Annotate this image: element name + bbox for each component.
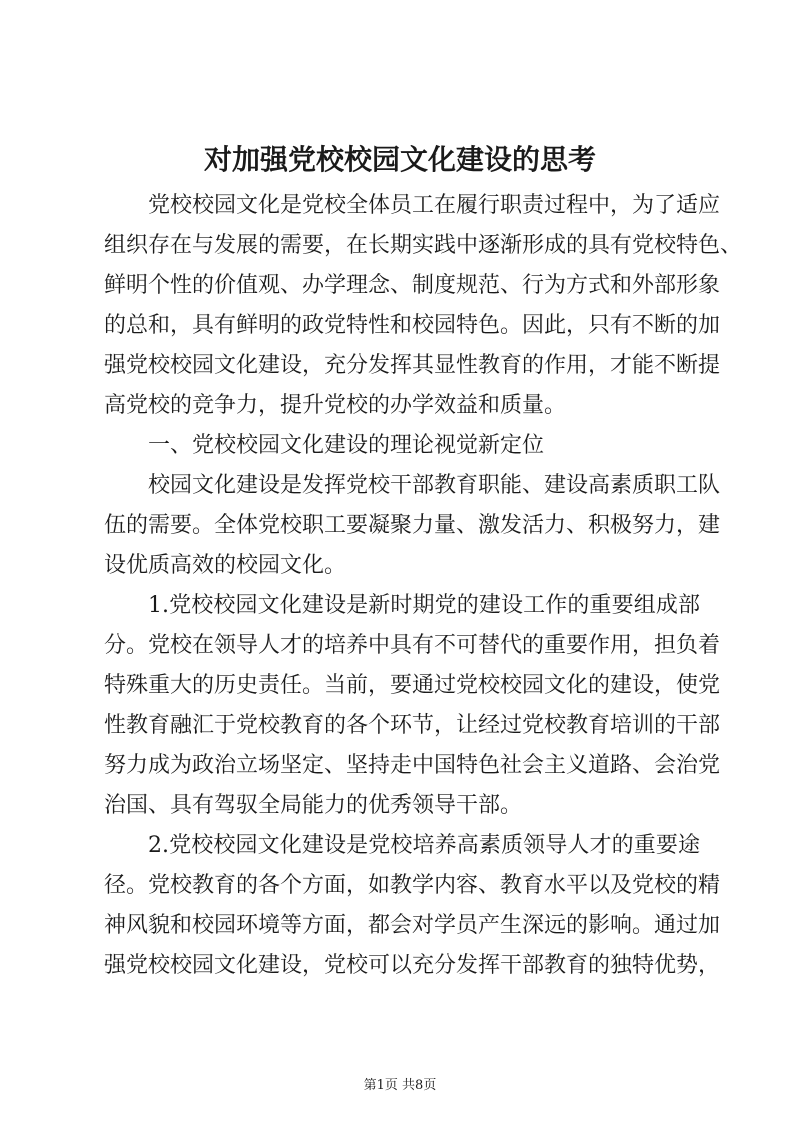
paragraph-line: 努力成为政治立场坚定、坚持走中国特色社会主义道路、会治党 [104, 753, 721, 778]
paragraph-line: 神风貌和校园环境等方面，都会对学员产生深远的影响。通过加 [104, 913, 721, 938]
paragraph-line: 分。党校在领导人才的培养中具有不可替代的重要作用，担负着 [104, 633, 721, 658]
paragraph-line: 高党校的竞争力，提升党校的办学效益和质量。 [104, 393, 567, 418]
paragraph-line: 1.党校校园文化建设是新时期党的建设工作的重要组成部 [148, 593, 700, 618]
paragraph-line: 伍的需要。全体党校职工要凝聚力量、激发活力、积极努力，建 [104, 513, 721, 538]
paragraph-line: 党校校园文化是党校全体员工在履行职责过程中，为了适应 [148, 193, 721, 218]
paragraph-line: 组织存在与发展的需要，在长期实践中逐渐形成的具有党校特色、 [104, 233, 743, 258]
paragraph-line: 强党校校园文化建设，党校可以充分发挥干部教育的独特优势， [104, 953, 721, 978]
paragraph-line: 性教育融汇于党校教育的各个环节，让经过党校教育培训的干部 [104, 713, 721, 738]
paragraph-line: 径。党校教育的各个方面，如教学内容、教育水平以及党校的精 [104, 873, 721, 898]
paragraph-line: 治国、具有驾驭全局能力的优秀领导干部。 [104, 793, 523, 818]
section-heading: 一、党校校园文化建设的理论视觉新定位 [148, 433, 545, 458]
document-body [104, 186, 743, 986]
document-title: 对加强党校校园文化建设的思考 [203, 143, 596, 176]
paragraph-line: 鲜明个性的价值观、办学理念、制度规范、行为方式和外部形象 [104, 273, 721, 298]
paragraph-line: 特殊重大的历史责任。当前，要通过党校校园文化的建设，使党 [104, 673, 721, 698]
page-footer: 第1页 共8页 [363, 1078, 437, 1093]
paragraph-line: 设优质高效的校园文化。 [104, 553, 347, 578]
paragraph-line: 校园文化建设是发挥党校干部教育职能、建设高素质职工队 [148, 473, 721, 498]
paragraph-line: 2.党校校园文化建设是党校培养高素质领导人才的重要途 [148, 833, 700, 858]
paragraph-line: 强党校校园文化建设，充分发挥其显性教育的作用，才能不断提 [104, 353, 721, 378]
paragraph-line: 的总和，具有鲜明的政党特性和校园特色。因此，只有不断的加 [104, 313, 721, 338]
